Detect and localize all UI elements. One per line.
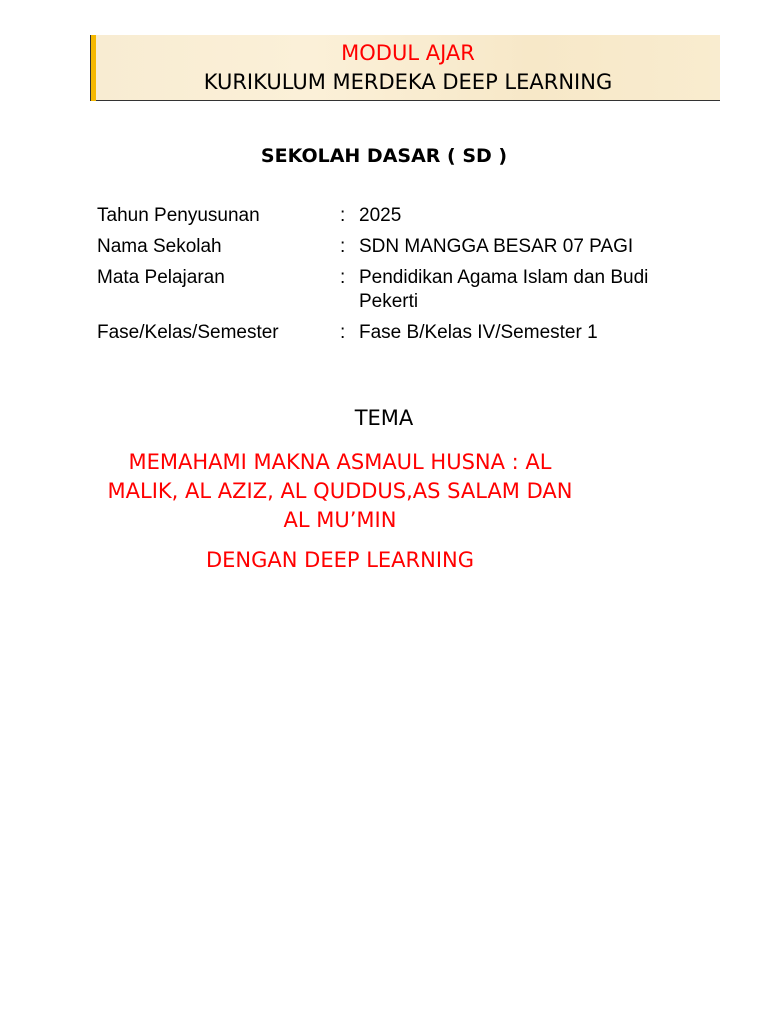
info-row-school	[97, 235, 697, 259]
document-header	[90, 35, 720, 101]
info-row-year	[97, 204, 697, 228]
info-label: Fase/Kelas/Semester	[97, 322, 279, 343]
tema-subtitle: DENGAN DEEP LEARNING	[205, 548, 475, 572]
school-level-heading: SEKOLAH DASAR ( SD )	[260, 145, 508, 167]
info-label: Tahun Penyusunan	[97, 205, 260, 226]
info-row-subject	[97, 266, 697, 314]
info-colon: :	[340, 322, 346, 343]
info-value: Pendidikan Agama Islam dan Budi Pekerti	[359, 267, 649, 312]
info-label: Mata Pelajaran	[97, 267, 225, 288]
tema-label: TEMA	[354, 406, 414, 430]
info-value: SDN MANGGA BESAR 07 PAGI	[359, 236, 634, 257]
info-colon: :	[340, 205, 346, 226]
info-value: 2025	[359, 205, 402, 226]
info-table	[97, 204, 697, 352]
info-value: Fase B/Kelas IV/Semester 1	[359, 322, 598, 343]
info-colon: :	[340, 236, 346, 257]
info-colon: :	[340, 267, 346, 288]
header-subtitle: KURIKULUM MERDEKA DEEP LEARNING	[203, 70, 613, 94]
tema-title: MEMAHAMI MAKNA ASMAUL HUSNA : AL MALIK, AL AZIZ, AL QUDDUS,AS SALAM DAN AL MU’MIN	[107, 450, 573, 532]
header-title: MODUL AJAR	[341, 41, 475, 65]
info-row-phase	[97, 321, 697, 345]
info-label: Nama Sekolah	[97, 236, 222, 257]
